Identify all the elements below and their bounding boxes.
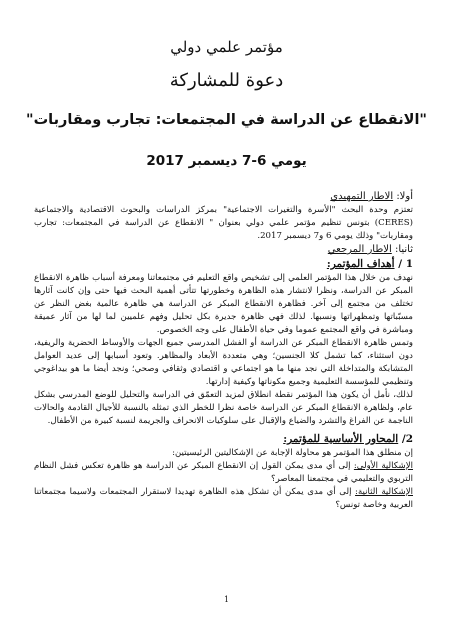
sub1-title: أهداف المؤتمر: [326,258,395,270]
call-title: دعوة للمشاركة [169,70,284,91]
goals-paragraph-3: لذلك، نأمل أن يكون هذا المؤتمر نقطة انطلاق لمزيد التعمّق في الدراسة والتحليل للوضع المدرسي بشكل عام، ولظاهرة الانقطاع المبكر عن الدراسة خاصة نظرا للخطر الذي تمثله بالنسبة للأجيال القادمة والحالات الناجمة عن الفراغ والتشرد والضياع والإقبال على سلوكيات الانحراف والجريمة لنسبة كبيرة من الأطفال. [34,390,413,426]
axes-question-1 [34,460,413,486]
section1-label: أولا: [396,191,413,202]
section2-title: الاطار المرجعي [327,244,392,255]
section2-heading [34,243,413,257]
section1-heading [34,190,413,204]
sub2-heading [34,432,413,447]
page-number: 1 [223,595,230,604]
axes-question-2 [34,486,413,512]
conference-title: "الانقطاع عن الدراسة في المجتمعات: تجارب ومقاربات" [26,112,427,128]
question-2-label: الإشكالية الثانية: [355,487,413,497]
section2-label: ثانيا: [394,244,413,255]
question-1-text: إلى أي مدى يمكن القول إن الانقطاع المبكر عن الدراسة هو ظاهرة تعكس فشل النظام التربوي والتعليمي في مجتمعنا المعاصر؟ [34,461,413,484]
sub1-heading [34,257,413,272]
goals-paragraph-2: وتمس ظاهرة الانقطاع المبكر عن الدراسة أو الفشل المدرسي جميع الجهات والأوساط الحضرية والريفية، دون استثناء، كما تشمل كلا الجنسين؛ وهي متعددة الأبعاد والمظاهر. وتعود أسبابها إلى عديد العوامل المتشابكة والمتداخلة التي نجد منها ما هو اجتماعي و اقتصادي وثقافي وصحي؛ ونجد أيضا ما هو بيداغوجي وتنظيمي للمؤسسة التعليمية وجميع مكوناتها وكيفية إدارتها. [34,338,413,387]
sub1-number: 1 / [398,258,413,270]
sub2-title: المحاور الأساسية للمؤتمر: [283,433,399,445]
conference-dates: يومي 6-7 ديسمبر 2017 [146,153,307,169]
document-body [34,190,413,512]
conference-type: مؤتمر علمي دولي [170,38,283,56]
axes-intro: إن منطلق هذا المؤتمر هو محاولة الإجابة عن الإشكاليتين الرئيسيتين: [172,448,413,458]
question-2-text: إلى أي مدى يمكن أن تشكل هذه الظاهرة تهديدا لاستقرار المجتمعات ولاسيما مجتمعاتنا العربية وخاصة تونس؟ [34,487,413,510]
goals-paragraph-1: نهدف من خلال هذا المؤتمر العلمي إلى تشخيص واقع التعليم في مجتمعاتنا ومعرفة أسباب ظاهرة الانقطاع المبكر عن الدراسة، ونظرا لانتشار هذه الظاهرة وخطورتها تتأتى أهمية البحث فيها حتى وإن كانت آثارها تختلف من مجتمع إلى آخر. فظاهرة الانقطاع المبكر عن الدراسة هي ظاهرة عالمية بغض النظر عن مسبّباتها وتمظهراتها ونسبها. لذلك فهي ظاهرة جديرة بكل تحليل وفهم علميين لما لها من آثار عميقة ومباشرة في واقع المجتمع عموما وفي حياة الأطفال على وجه الخصوص. [34,273,413,335]
section1-paragraph: تعتزم وحدة البحث "الأسرة والتغيرات الاجتماعية" بمركز الدراسات والبحوث الاقتصادية والاجتماعية (CERES) بتونس تنظيم مؤتمر علمي دولي بعنوان " الانقطاع عن الدراسة في المجتمعات: تجارب ومقاربات" وذلك يومي 6 و7 ديسمبر 2017. [34,205,413,241]
question-1-label: الإشكالية الأولى: [353,461,413,471]
sub2-number: 2/ [401,433,413,445]
section1-title: الاطار التمهيدي [330,191,394,202]
